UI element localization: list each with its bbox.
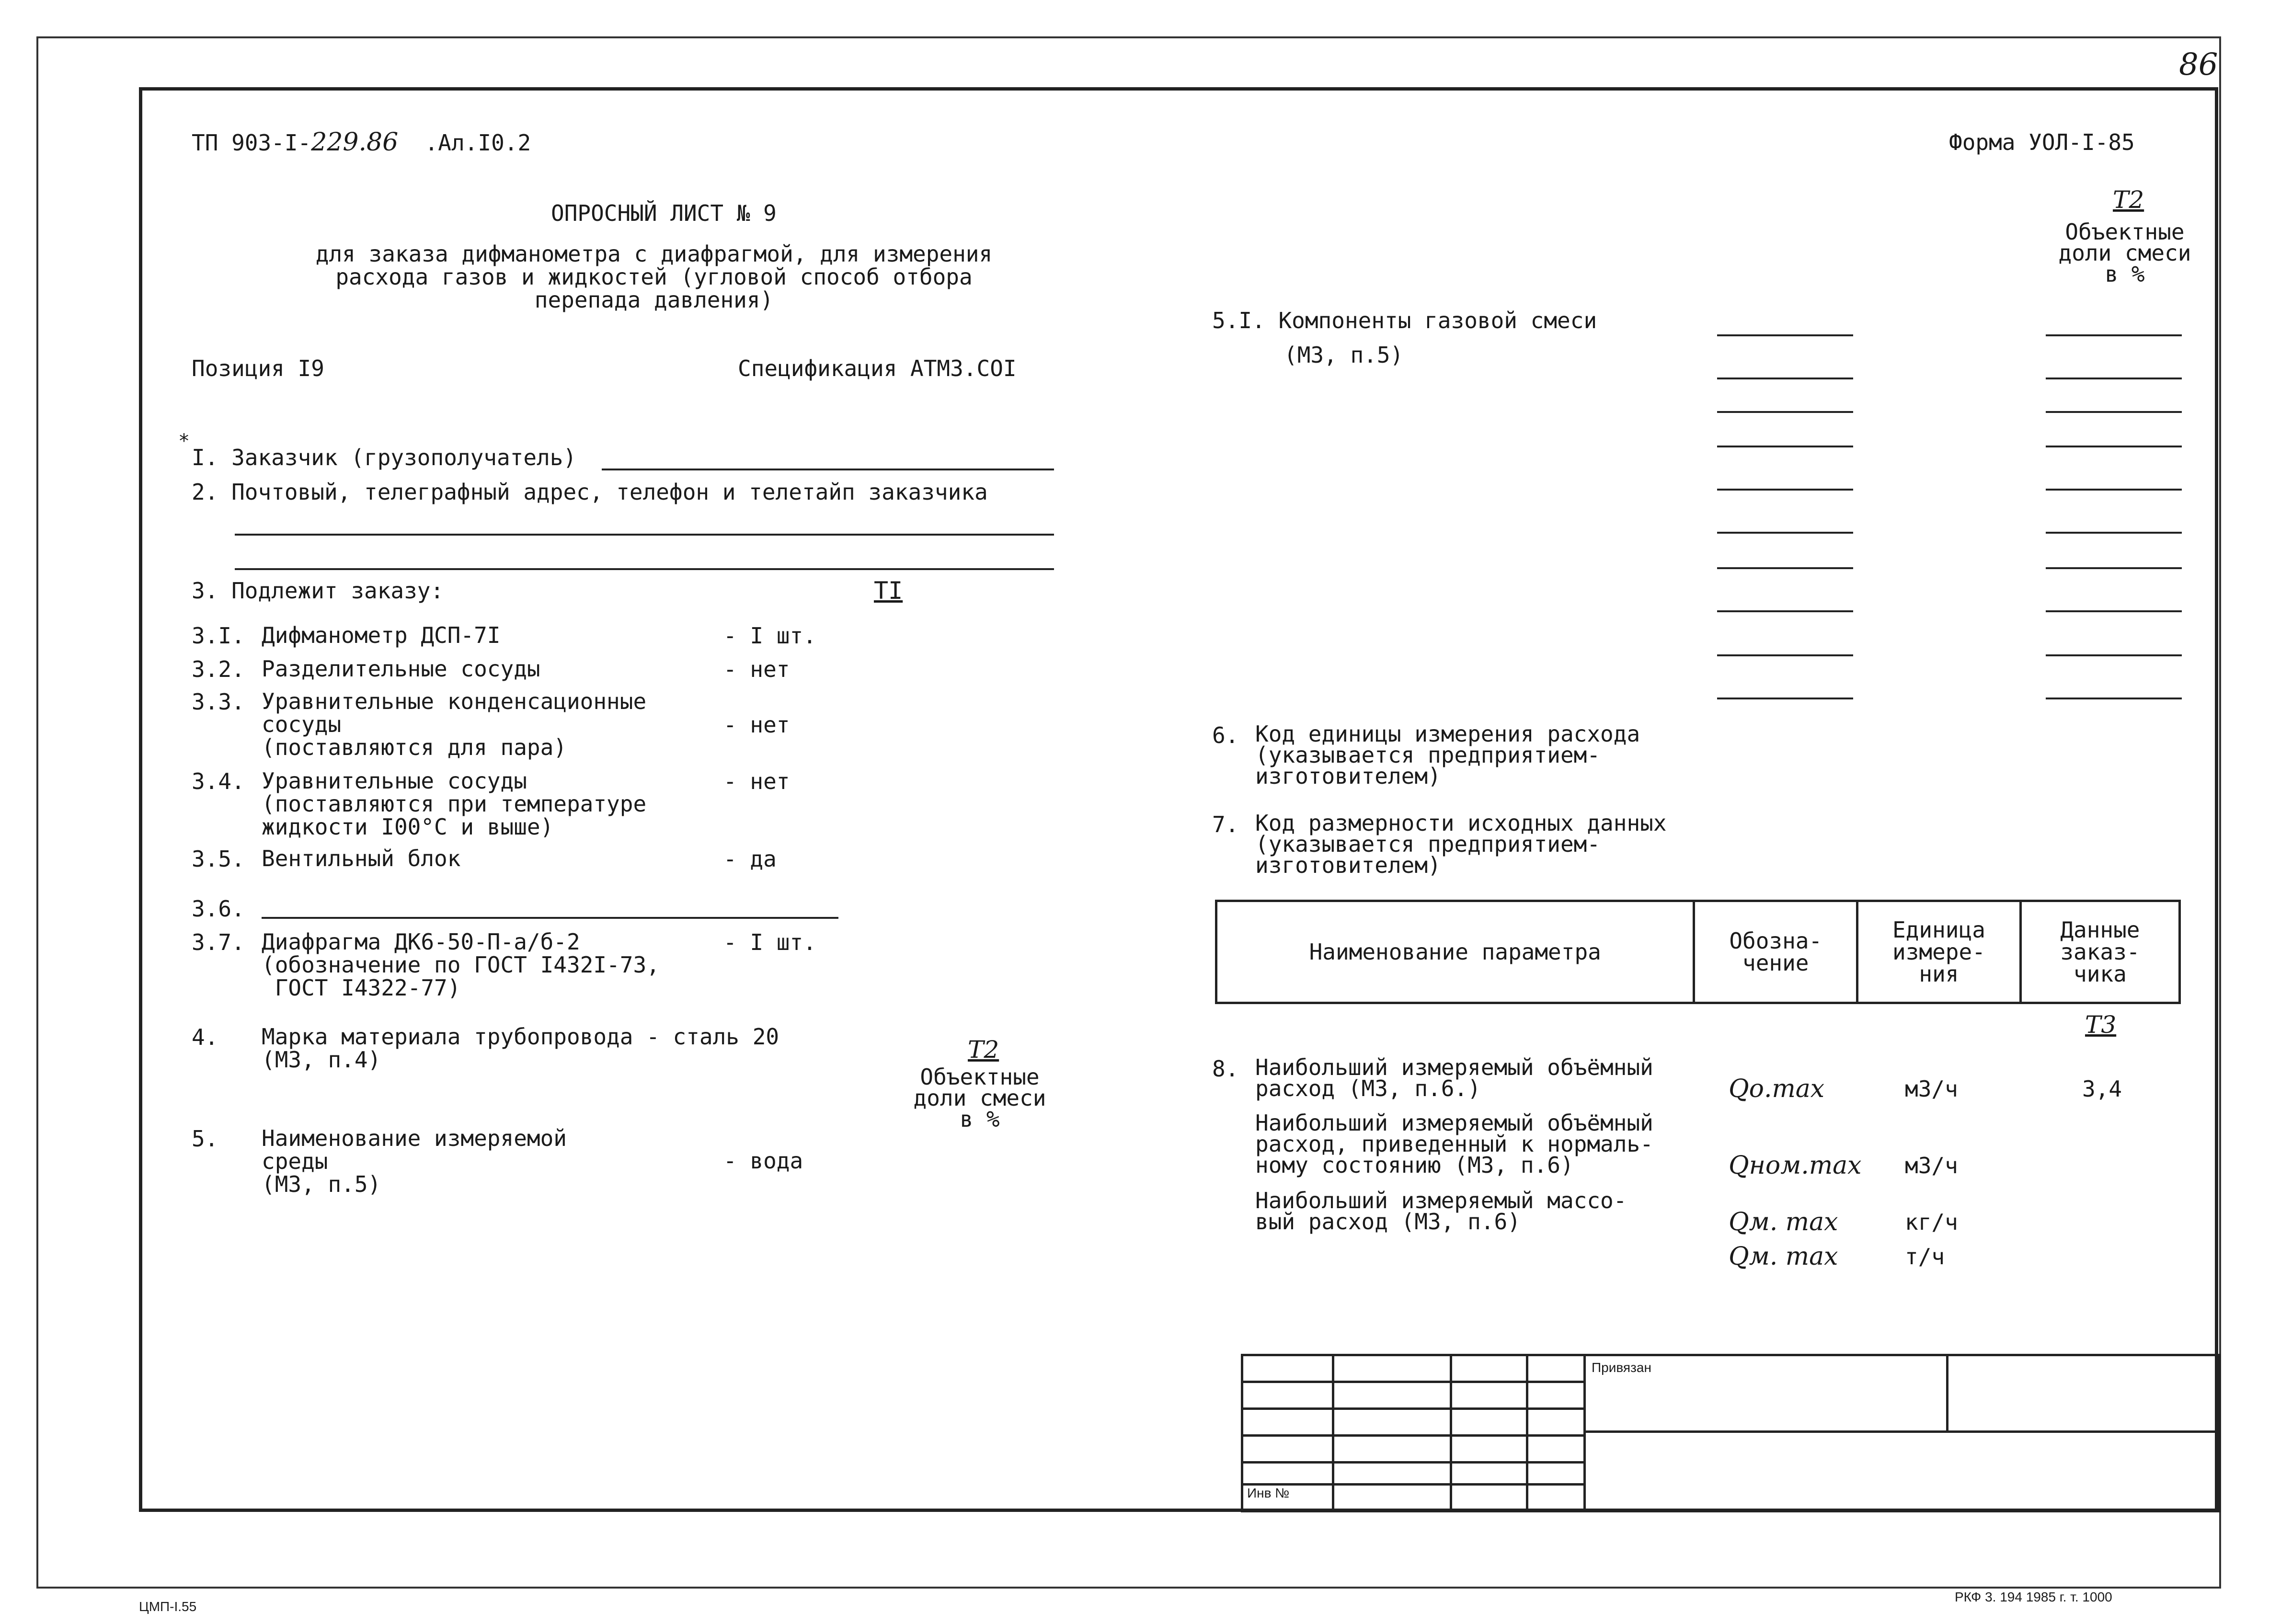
page-subtitle: для заказа дифманометра с диафрагмой, для измерения расхода газов и жидкостей (угловой способ отбора перепада давления) <box>315 241 993 313</box>
row-1-value: 3,4 <box>2082 1076 2122 1102</box>
position-label: Позиция I9 <box>192 355 324 381</box>
component-fraction-line-7 <box>2046 567 2182 569</box>
item-3-5-num: 3.5. <box>192 846 245 872</box>
parameter-table-header <box>1216 901 2180 1003</box>
marker-t2-mid-caption: Объектные доли смеси в % <box>913 1064 1046 1132</box>
item-4-num: 4. <box>192 1024 218 1050</box>
item-3-5-value: - да <box>723 846 777 872</box>
row-4-symbol: Qм. max <box>1729 1242 1838 1271</box>
item-7-dimension-code: Код размерности исходных данных (указывается предприятием- изготовителем) <box>1255 810 1667 878</box>
marker-t2-top: Т2 <box>2113 186 2144 214</box>
marker-t3: Т3 <box>2085 1011 2117 1039</box>
component-fraction-line-9 <box>2046 654 2182 656</box>
item-3-2-value: - нет <box>723 656 790 682</box>
item-3-2-num: 3.2. <box>192 656 245 682</box>
header-unit: Единица измере- ния <box>1857 901 2021 1003</box>
header-parameter-name: Наименование параметра <box>1216 901 1694 1003</box>
parameter-table <box>1215 900 2181 1004</box>
component-line-8 <box>1717 610 1853 612</box>
row-1-symbol: Qо.max <box>1729 1075 1825 1103</box>
item-3-order: 3. Подлежит заказу: <box>192 578 444 604</box>
customer-field-line <box>602 469 1054 470</box>
header-customer-data: Данные заказ- чика <box>2020 901 2179 1003</box>
item-3-7-value: - I шт. <box>723 929 816 955</box>
component-fraction-line-3 <box>2046 411 2182 413</box>
item-3-4-num: 3.4. <box>192 768 245 794</box>
document-code-handwritten: 229.86 <box>311 128 399 157</box>
table-row: Наибольший измеряемый массо- вый расход (МЗ, п.6) <box>1255 1188 1627 1235</box>
item-1-customer: I. Заказчик (грузополучатель) <box>192 445 577 470</box>
address-field-line-1 <box>235 534 1054 536</box>
row-2-symbol: Qном.max <box>1729 1151 1862 1180</box>
item-3-7-num: 3.7. <box>192 929 245 955</box>
item-5-value: - вода <box>723 1148 803 1174</box>
item-3-3-value: - нет <box>723 712 790 738</box>
component-line-9 <box>1717 654 1853 656</box>
item-4-material: Марка материала трубопровода - сталь 20 (МЗ, п.4) <box>262 1024 779 1073</box>
component-line-7 <box>1717 567 1853 569</box>
component-fraction-line-6 <box>2046 532 2182 534</box>
component-line-6 <box>1717 532 1853 534</box>
component-fraction-line-10 <box>2046 698 2182 699</box>
table-row: Наибольший измеряемый объёмный расход (МЗ, п.6.) <box>1255 1054 1653 1101</box>
footer-right-code: РКФ 3. 194 1985 г. т. 1000 <box>1955 1590 2112 1604</box>
row-3-unit: кг/ч <box>1905 1209 1958 1235</box>
item-2-address: 2. Почтовый, телеграфный адрес, телефон и телетайп заказчика <box>192 479 988 505</box>
item-5-1-components: 5.I. Компоненты газовой смеси <box>1212 308 1597 333</box>
item-5-num: 5. <box>192 1126 218 1152</box>
form-code: Форма УОЛ-I-85 <box>1949 129 2135 155</box>
document-code-suffix: .Ал.I0.2 <box>424 130 531 156</box>
component-line-10 <box>1717 698 1853 699</box>
row-1-unit: м3/ч <box>1905 1076 1958 1102</box>
component-fraction-line-5 <box>2046 489 2182 491</box>
item-3-6-field-line <box>262 917 838 919</box>
item-7-num: 7. <box>1212 812 1239 837</box>
stamp-grid <box>1241 1354 1586 1512</box>
item-3-7-label: Диафрагма ДК6-50-П-а/б-2 (обозначение по ГОСТ I432I-73, ГОСТ I4322-77) <box>262 929 660 1001</box>
item-5-1-reference: (МЗ, п.5) <box>1284 342 1404 368</box>
item-3-5-label: Вентильный блок <box>262 846 461 871</box>
item-3-2-label: Разделительные сосуды <box>262 656 540 682</box>
row-3-symbol: Qм. max <box>1729 1208 1838 1236</box>
item-3-3-label: Уравнительные конденсационные сосуды (поставляются для пара) <box>262 688 647 760</box>
item-3-1-value: - I шт. <box>723 623 816 649</box>
header-designation: Обозна- чение <box>1694 901 1857 1003</box>
component-fraction-line-1 <box>2046 334 2182 336</box>
document-code <box>192 130 531 155</box>
component-line-3 <box>1717 411 1853 413</box>
component-fraction-line-4 <box>2046 446 2182 447</box>
footer-left-code: ЦМП-I.55 <box>139 1599 197 1614</box>
footnote-asterisk: * <box>178 430 190 452</box>
page-title: ОПРОСНЫЙ ЛИСТ № 9 <box>551 200 777 226</box>
item-3-1-num: 3.I. <box>192 623 245 649</box>
marker-t2-mid: Т2 <box>968 1036 999 1064</box>
item-3-4-value: - нет <box>723 768 790 794</box>
component-line-4 <box>1717 446 1853 447</box>
item-6-num: 6. <box>1212 722 1239 748</box>
inventory-number-label: Инв № <box>1247 1486 1290 1500</box>
component-fraction-line-2 <box>2046 377 2182 379</box>
specification-label: Спецификация АТМЗ.СОI <box>738 355 1017 381</box>
marker-t1: ТI <box>874 577 903 605</box>
marker-t2-top-caption: Объектные доли смеси в % <box>2058 219 2191 287</box>
stamp-attached-block <box>1583 1354 2221 1512</box>
item-6-flow-unit-code: Код единицы измерения расхода (указывается предприятием- изготовителем) <box>1255 721 1640 789</box>
item-3-6-num: 3.6. <box>192 896 245 922</box>
page-number: 86 <box>2179 47 2218 82</box>
row-4-unit: т/ч <box>1905 1244 1945 1269</box>
attached-label: Привязан <box>1592 1360 1651 1375</box>
component-line-5 <box>1717 489 1853 491</box>
component-line-1 <box>1717 334 1853 336</box>
item-3-1-label: Дифманометр ДСП-7I <box>262 622 501 648</box>
item-3-3-num: 3.3. <box>192 689 245 715</box>
row-2-unit: м3/ч <box>1905 1153 1958 1178</box>
item-5-medium: Наименование измеряемой среды (МЗ, п.5) <box>262 1125 567 1197</box>
address-field-line-2 <box>235 568 1054 570</box>
document-code-prefix: ТП 903-I- <box>192 130 311 156</box>
table-row: Наибольший измеряемый объёмный расход, приведенный к нормаль- ному состоянию (МЗ, п.6) <box>1255 1110 1653 1178</box>
item-8-num: 8. <box>1212 1056 1239 1082</box>
component-fraction-line-8 <box>2046 610 2182 612</box>
component-line-2 <box>1717 377 1853 379</box>
item-3-4-label: Уравнительные сосуды (поставляются при температуре жидкости I00°С и выше) <box>262 768 647 840</box>
